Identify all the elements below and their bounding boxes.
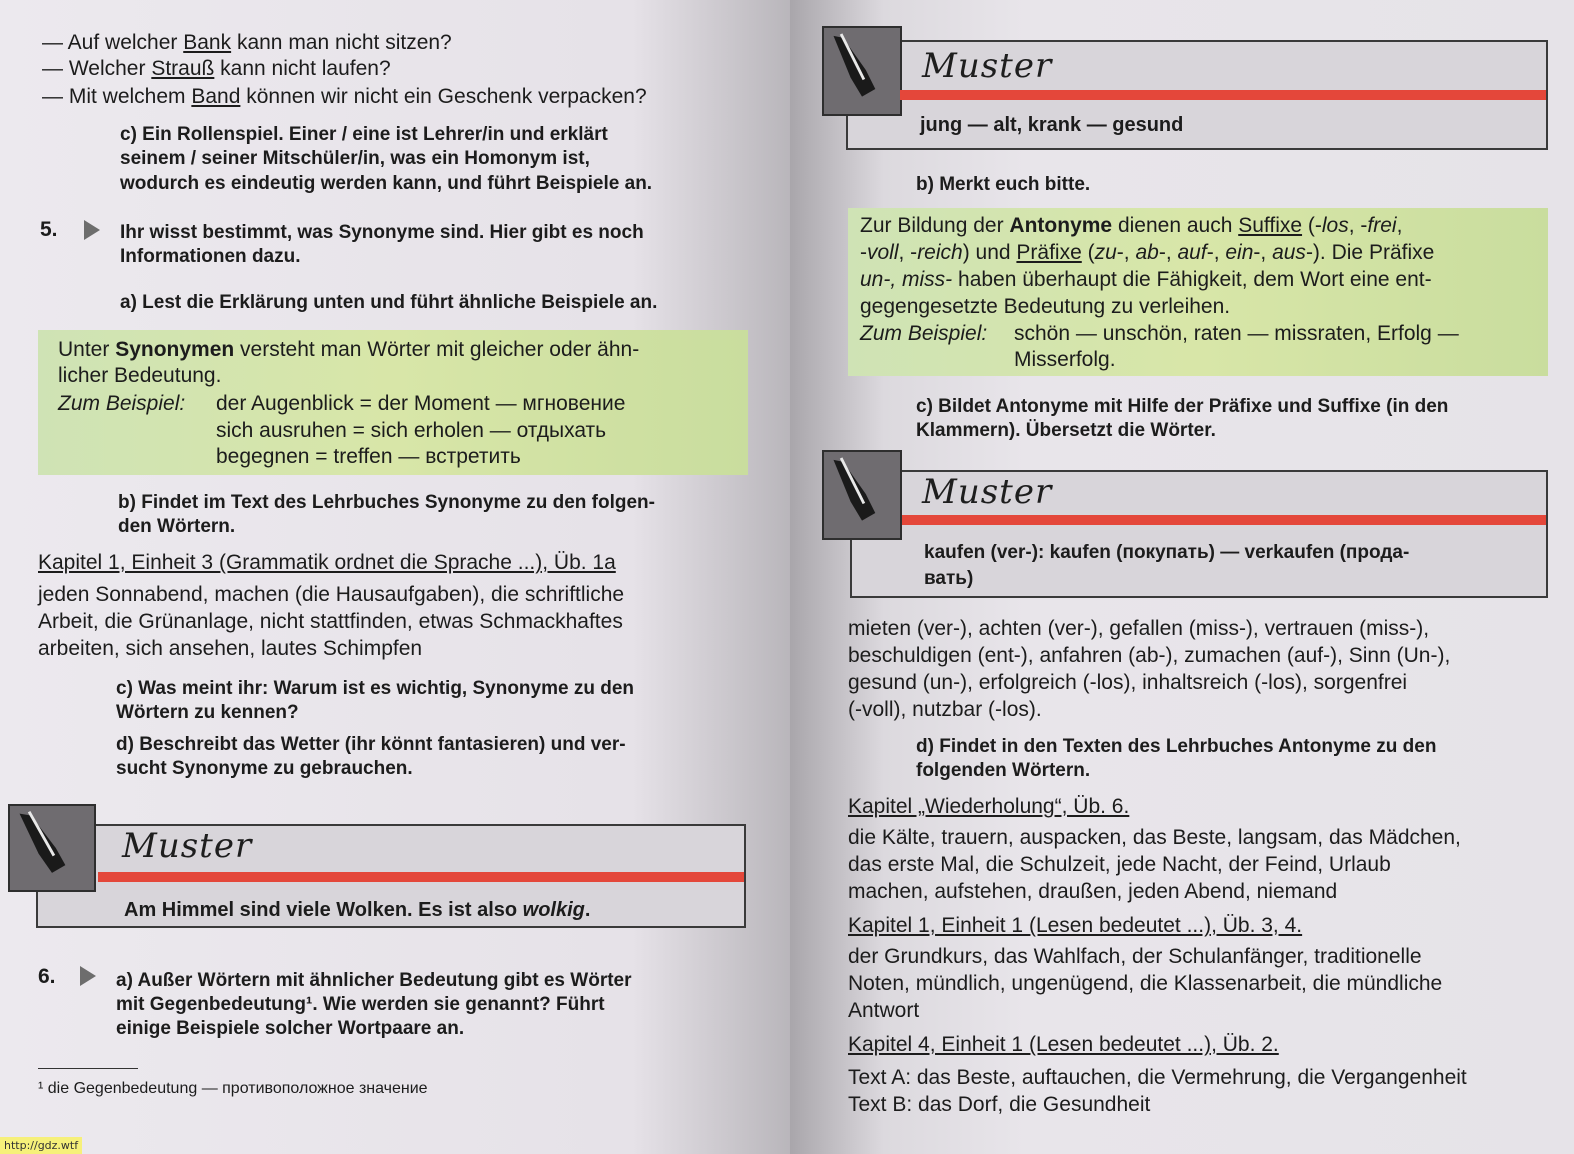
- muster-example: jung — alt, krank — gesund: [920, 114, 1184, 136]
- footnote: ¹ die Gegenbedeutung — противоположное значение: [38, 1080, 428, 1097]
- writing-hand-icon: [822, 450, 902, 540]
- task-6d-line: folgenden Wörtern.: [916, 760, 1091, 781]
- exercise-number: 6.: [38, 965, 56, 988]
- task-6c-line: c) Bildet Antonyme mit Hilfe der Präfixe und Suffixe (in den: [916, 396, 1449, 417]
- question-line: — Mit welchem Band können wir nicht ein Geschenk verpacken?: [42, 85, 647, 108]
- example-label: Zum Beispiel:: [58, 392, 186, 415]
- play-arrow-icon: [80, 966, 96, 986]
- example-line: schön — unschön, raten — missraten, Erfolg —: [1014, 322, 1459, 345]
- play-arrow-icon: [84, 220, 100, 240]
- word-list-line: das erste Mal, die Schulzeit, jede Nacht, der Feind, Urlaub: [848, 853, 1391, 876]
- task-6d-line: d) Findet in den Texten des Lehrbuches Antonyme zu den: [916, 736, 1437, 757]
- word-list-line: arbeiten, sich ansehen, lautes Schimpfen: [38, 637, 423, 660]
- task-6a-line: mit Gegenbedeutung¹. Wie werden sie genannt? Führt: [116, 994, 605, 1015]
- task-5a: a) Lest die Erklärung unten und führt ähnliche Beispiele an.: [120, 292, 658, 313]
- word-list-line: die Kälte, trauern, auspacken, das Beste, langsam, das Mädchen,: [848, 826, 1461, 849]
- text-a-line: Text A: das Beste, auftauchen, die Vermehrung, die Vergangenheit: [848, 1066, 1467, 1089]
- ex5-intro-line: Informationen dazu.: [120, 246, 301, 267]
- muster-label: Muster: [122, 826, 253, 866]
- task-5d-line: d) Beschreibt das Wetter (ihr könnt fantasieren) und ver-: [116, 734, 626, 755]
- muster-example: kaufen (ver-): kaufen (покупать) — verkaufen (прода-: [924, 542, 1410, 563]
- muster-example: Am Himmel sind viele Wolken. Es ist also wolkig.: [124, 899, 591, 921]
- footnote-divider: [38, 1068, 138, 1069]
- chapter-reference: Kapitel 1, Einheit 1 (Lesen bedeutet ...), Üb. 3, 4.: [848, 914, 1303, 937]
- red-bar: [902, 515, 1546, 525]
- example-line: sich ausruhen = sich erholen — отдыхать: [216, 419, 607, 442]
- task-5c-line: Wörtern zu kennen?: [116, 702, 299, 723]
- antonym-rule-line: un-, miss- haben überhaupt die Fähigkeit, dem Wort eine ent-: [860, 268, 1432, 291]
- exercise-number: 5.: [40, 218, 58, 241]
- task-6a-line: einige Beispiele solcher Wortpaare an.: [116, 1018, 465, 1039]
- word-list-line: jeden Sonnabend, machen (die Hausaufgaben), die schriftliche: [38, 583, 625, 606]
- word-list-line: machen, aufstehen, draußen, jeden Abend, niemand: [848, 880, 1338, 903]
- word-list-line: mieten (ver-), achten (ver-), gefallen (miss-), vertrauen (miss-),: [848, 617, 1430, 640]
- word-list-line: beschuldigen (ent-), anfahren (ab-), zumachen (auf-), Sinn (Un-),: [848, 644, 1451, 667]
- chapter-reference: Kapitel „Wiederholung“, Üb. 6.: [848, 795, 1130, 818]
- writing-hand-icon: [8, 804, 96, 892]
- writing-hand-icon: [822, 26, 902, 116]
- word-list-line: gesund (un-), erfolgreich (-los), inhaltsreich (-los), sorgenfrei: [848, 671, 1408, 694]
- task-4c-line: seinem / seiner Mitschüler/in, was ein Homonym ist,: [120, 148, 590, 169]
- question-line: — Auf welcher Bank kann man nicht sitzen?: [42, 31, 452, 54]
- task-5b-line: den Wörtern.: [118, 516, 236, 537]
- example-label: Zum Beispiel:: [860, 322, 988, 345]
- task-6a-line: a) Außer Wörtern mit ähnlicher Bedeutung gibt es Wörter: [116, 970, 632, 991]
- word-list-line: Arbeit, die Grünanlage, nicht stattfinden, etwas Schmackhaftes: [38, 610, 623, 633]
- antonym-rule-line: gegengesetzte Bedeutung zu verleihen.: [860, 295, 1231, 318]
- task-5b-line: b) Findet im Text des Lehrbuches Synonyme zu den folgen-: [118, 492, 655, 513]
- task-5c-line: c) Was meint ihr: Warum ist es wichtig, Synonyme zu den: [116, 678, 635, 699]
- word-list-line: Antwort: [848, 999, 920, 1022]
- task-4c-line: wodurch es eindeutig werden kann, und führt Beispiele an.: [120, 173, 653, 194]
- question-line: — Welcher Strauß kann nicht laufen?: [42, 57, 391, 80]
- word-list-line: Noten, mündlich, ungenügend, die Klassenarbeit, die mündliche: [848, 972, 1443, 995]
- right-page: [790, 0, 1574, 1154]
- task-5d-line: sucht Synonyme zu gebrauchen.: [116, 758, 413, 779]
- synonym-definition: licher Bedeutung.: [58, 364, 222, 387]
- watermark-link[interactable]: http://gdz.wtf: [0, 1137, 82, 1154]
- example-line: begegnen = treffen — встретить: [216, 445, 521, 468]
- synonym-definition: Unter Synonymen versteht man Wörter mit gleicher oder ähn-: [58, 338, 640, 361]
- example-line: der Augenblick = der Moment — мгновение: [216, 392, 626, 415]
- task-6b: b) Merkt euch bitte.: [916, 174, 1091, 195]
- chapter-reference: Kapitel 1, Einheit 3 (Grammatik ordnet die Sprache ...), Üb. 1a: [38, 551, 616, 574]
- red-bar: [900, 90, 1546, 100]
- task-6c-line: Klammern). Übersetzt die Wörter.: [916, 420, 1216, 441]
- example-line: Misserfolg.: [1014, 348, 1116, 371]
- word-list-line: der Grundkurs, das Wahlfach, der Schulanfänger, traditionelle: [848, 945, 1422, 968]
- red-bar: [98, 872, 744, 882]
- muster-example: вать): [924, 568, 974, 589]
- muster-label: Muster: [922, 46, 1053, 86]
- muster-label: Muster: [922, 472, 1053, 512]
- chapter-reference: Kapitel 4, Einheit 1 (Lesen bedeutet ...), Üb. 2.: [848, 1033, 1279, 1056]
- antonym-rule-line: Zur Bildung der Antonyme dienen auch Suffixe (-los, -frei,: [860, 214, 1403, 237]
- ex5-intro-line: Ihr wisst bestimmt, was Synonyme sind. Hier gibt es noch: [120, 222, 644, 243]
- task-4c-line: c) Ein Rollenspiel. Einer / eine ist Lehrer/in und erklärt: [120, 124, 608, 145]
- word-list-line: (-voll), nutzbar (-los).: [848, 698, 1042, 721]
- text-b-line: Text B: das Dorf, die Gesundheit: [848, 1093, 1151, 1116]
- antonym-rule-line: -voll, -reich) und Präfixe (zu-, ab-, auf-, ein-, aus-). Die Präfixe: [860, 241, 1435, 264]
